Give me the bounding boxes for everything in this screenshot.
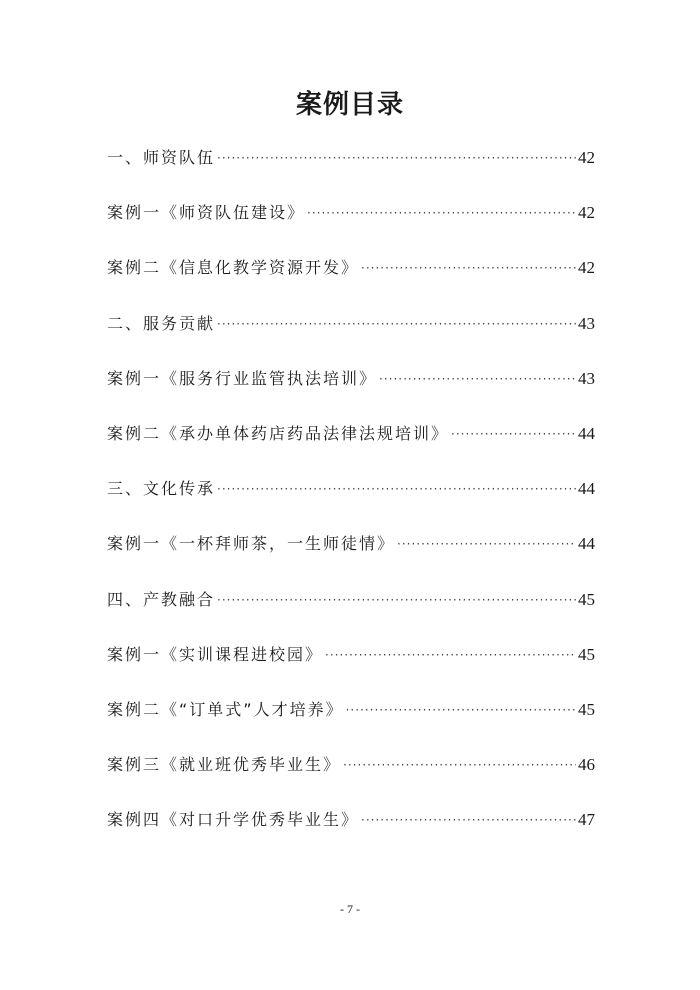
toc-entry[interactable] (107, 805, 595, 860)
toc-dot-leader (361, 253, 576, 283)
toc-dot-leader (451, 419, 576, 449)
toc-dot-leader (217, 474, 576, 504)
toc-entry[interactable] (107, 198, 595, 253)
toc-dot-leader (217, 585, 576, 615)
toc-entry[interactable] (107, 253, 595, 308)
toc-entry-label: 四、产教融合 (107, 589, 216, 609)
toc-entry-page: 43 (578, 368, 595, 388)
toc-entry-label: 案例三《就业班优秀毕业生》 (107, 755, 342, 775)
toc-entry[interactable] (107, 419, 595, 474)
toc-entry-page: 45 (578, 699, 595, 719)
toc-entry-label: 案例四《对口升学优秀毕业生》 (107, 810, 360, 830)
toc-entry-label: 案例二《“订单式”人才培养》 (107, 699, 344, 719)
toc-entry-page: 45 (578, 589, 595, 609)
table-of-contents (107, 143, 595, 860)
toc-dot-leader (361, 805, 576, 835)
toc-entry[interactable] (107, 143, 595, 198)
toc-dot-leader (307, 198, 576, 228)
toc-entry-page: 43 (578, 313, 595, 333)
toc-entry[interactable] (107, 309, 595, 364)
toc-dot-leader (379, 364, 576, 394)
toc-entry[interactable] (107, 640, 595, 695)
toc-entry-page: 42 (578, 258, 595, 278)
page-number-footer: - 7 - (340, 902, 360, 916)
toc-entry-label: 案例一《服务行业监管执法培训》 (107, 368, 378, 388)
toc-entry-page: 46 (578, 755, 595, 775)
toc-entry-label: 案例一《实训课程进校园》 (107, 644, 324, 664)
toc-entry-page: 42 (578, 203, 595, 223)
toc-entry[interactable] (107, 585, 595, 640)
toc-entry-label: 案例一《师资队伍建设》 (107, 203, 306, 223)
toc-entry[interactable] (107, 529, 595, 584)
toc-dot-leader (217, 143, 576, 173)
toc-entry-label: 二、服务贡献 (107, 313, 216, 333)
toc-entry[interactable] (107, 364, 595, 419)
toc-entry[interactable] (107, 695, 595, 750)
toc-entry-page: 44 (578, 479, 595, 499)
toc-entry-label: 案例二《信息化教学资源开发》 (107, 258, 360, 278)
toc-dot-leader (325, 640, 576, 670)
toc-entry-label: 三、文化传承 (107, 479, 216, 499)
toc-entry-label: 一、师资队伍 (107, 148, 216, 167)
toc-dot-leader (217, 309, 576, 339)
toc-dot-leader (346, 695, 576, 725)
toc-entry[interactable] (107, 750, 595, 805)
toc-entry-page: 45 (578, 644, 595, 664)
toc-entry-page: 44 (578, 423, 595, 443)
toc-entry-page: 47 (578, 810, 595, 830)
page-title: 案例目录 (295, 90, 404, 120)
toc-entry-page: 44 (578, 534, 595, 554)
toc-entry-label: 案例二《承办单体药店药品法律法规培训》 (107, 423, 450, 443)
toc-entry-page: 42 (578, 148, 595, 167)
toc-entry-label: 案例一《一杯拜师茶，一生师徒情》 (107, 534, 396, 554)
toc-entry[interactable] (107, 474, 595, 529)
toc-dot-leader (343, 750, 576, 780)
toc-dot-leader (397, 529, 576, 559)
